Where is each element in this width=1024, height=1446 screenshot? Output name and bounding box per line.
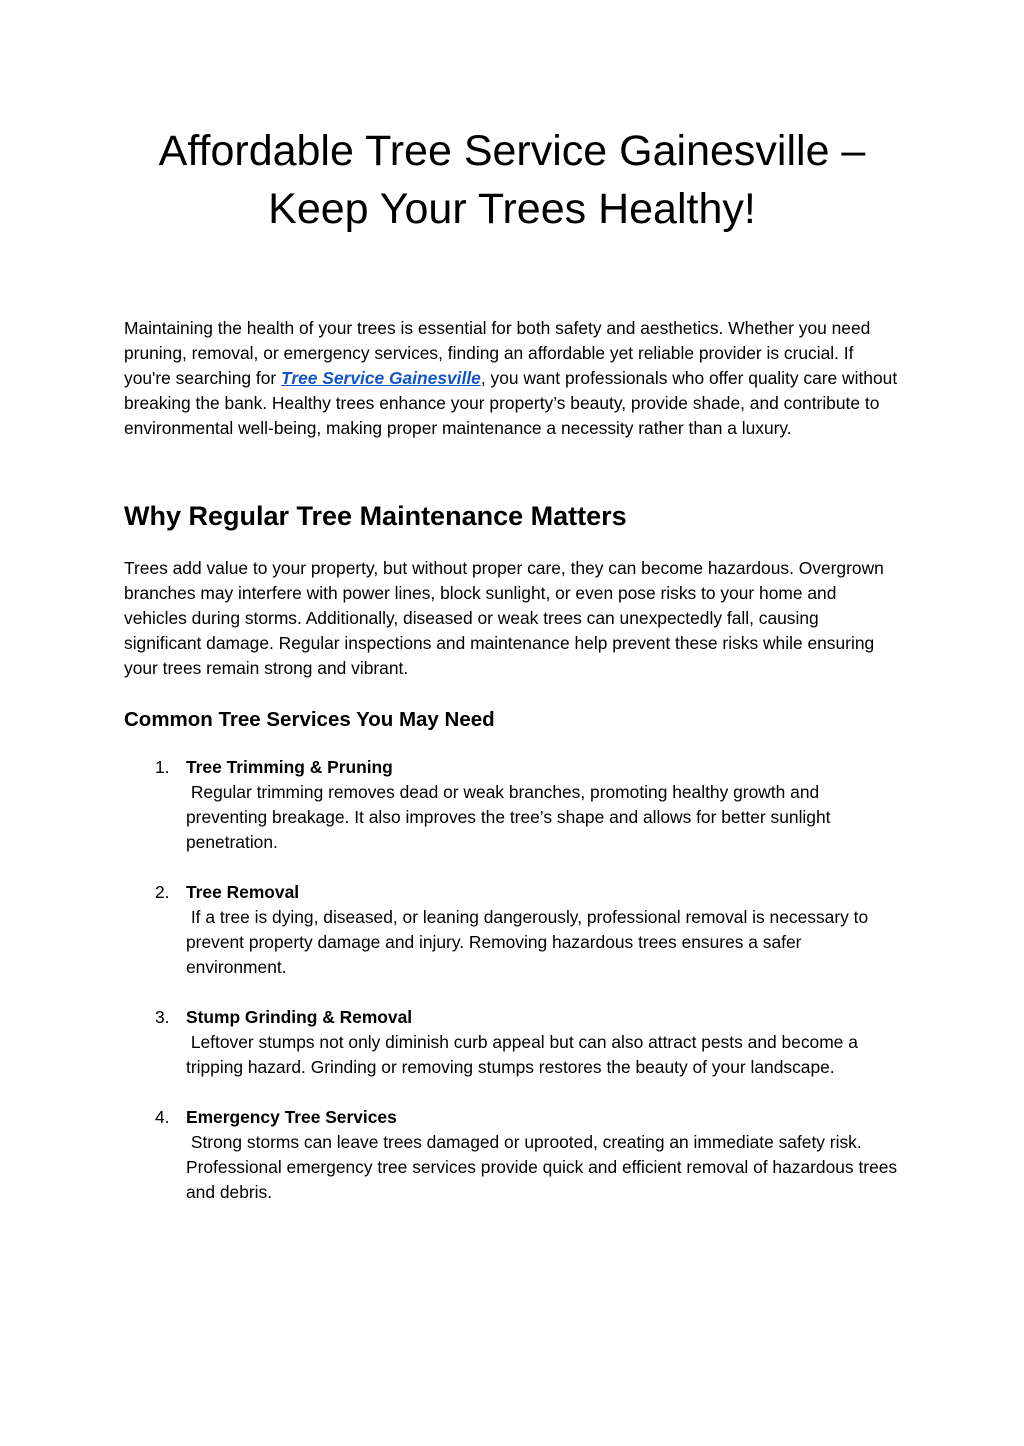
list-item-description: If a tree is dying, diseased, or leaning dangerously, professional removal is necessary to prevent property damage and injury. Removing hazardous trees ensures a safer environment.: [186, 907, 873, 977]
page-title-line-1: Affordable Tree Service Gainesville –: [158, 127, 866, 175]
list-item-number: 1.: [155, 757, 170, 777]
list-item-title: Tree Trimming & Pruning: [186, 757, 393, 777]
list-item: [124, 755, 900, 855]
page-title-line-2: Keep Your Trees Healthy!: [268, 185, 756, 233]
tree-service-gainesville-link[interactable]: Tree Service Gainesville: [281, 368, 481, 388]
list-item-number: 4.: [155, 1107, 170, 1127]
list-item: [124, 1005, 900, 1080]
list-item-number: 3.: [155, 1007, 170, 1027]
list-item: [124, 1105, 900, 1205]
list-item-description: Strong storms can leave trees damaged or uprooted, creating an immediate safety risk. Professional emergency tree services provide quick and efficient removal of hazardous trees and debris.: [186, 1132, 902, 1202]
section-heading: Why Regular Tree Maintenance Matters: [124, 501, 627, 531]
list-item-title: Emergency Tree Services: [186, 1107, 397, 1127]
list-item-number: 2.: [155, 882, 170, 902]
list-item-title: Tree Removal: [186, 882, 300, 902]
services-list: [124, 755, 900, 1230]
intro-paragraph: [124, 316, 900, 441]
page-title: [100, 122, 924, 238]
services-subheading: Common Tree Services You May Need: [124, 708, 495, 731]
section-paragraph: Trees add value to your property, but without proper care, they can become hazardous. Overgrown branches may interfere with power lines, block sunlight, or even pose risks to your home and vehicles during storms. Additionally, diseased or weak trees can unexpectedly fall, causing significant damage. Regular inspections and maintenance help prevent these risks while ensuring your trees remain strong and vibrant.: [124, 558, 884, 678]
list-item-title: Stump Grinding & Removal: [186, 1007, 413, 1027]
list-item-description: Regular trimming removes dead or weak branches, promoting healthy growth and preventing breakage. It also improves the tree’s shape and allows for better sunlight penetration.: [186, 782, 836, 852]
list-item-description: Leftover stumps not only diminish curb appeal but can also attract pests and become a tripping hazard. Grinding or removing stumps restores the beauty of your landscape.: [186, 1032, 863, 1077]
list-item: [124, 880, 900, 980]
intro-text-end: , you want professionals who offer quality care without breaking the bank. Healthy trees enhance your property’s beauty, provide shade, and contribute to environmental well-being, making proper maintenance a necessity rather than a luxury.: [124, 368, 898, 438]
intro-text-start: Maintaining the health of your trees is essential for both safety and aesthetics. Whether you need pruning, removal, or emergency services, finding an affordable yet reliable provider is crucial. If you're searching for: [124, 318, 871, 388]
